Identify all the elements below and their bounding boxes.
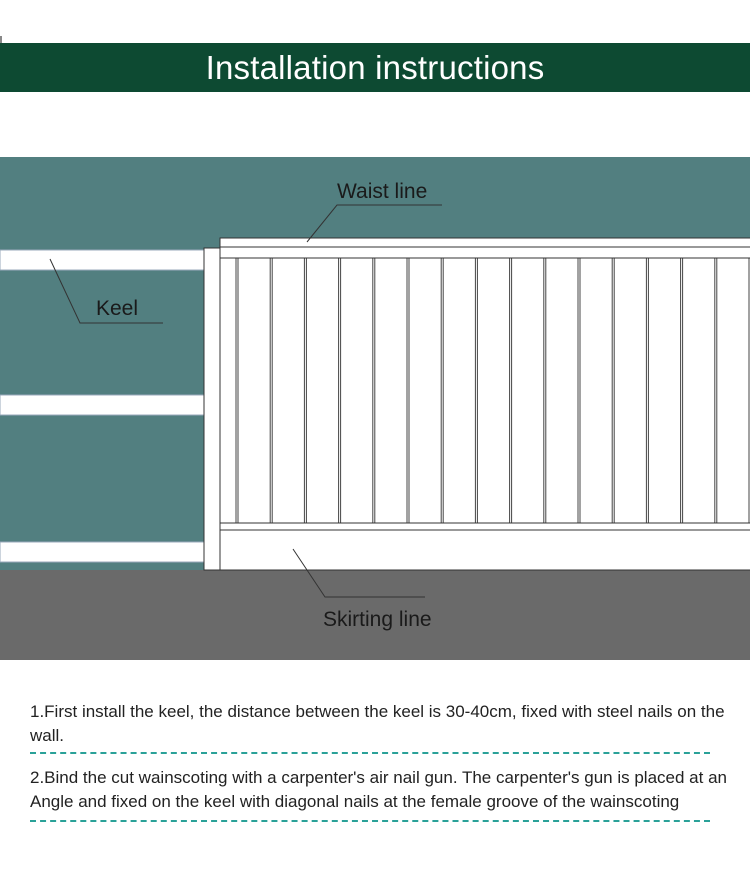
instruction-step: 1.First install the keel, the distance between the keel is 30-40cm, fixed with steel nails on the wall. <box>30 702 725 745</box>
waist-rail <box>220 247 750 258</box>
dashed-divider <box>30 752 710 754</box>
skirting-cap <box>220 523 750 530</box>
skirting-line-label: Skirting line <box>323 608 432 631</box>
slat-area <box>220 257 750 525</box>
skirting-board <box>220 530 750 570</box>
keel-strip <box>0 250 205 270</box>
waist-line-label: Waist line <box>337 180 428 203</box>
keel-strip <box>0 542 205 562</box>
corner-mark <box>0 36 2 43</box>
wainscoting-panel <box>204 238 750 570</box>
header-banner <box>0 43 750 92</box>
edge-board <box>204 248 220 570</box>
instruction-step: 2.Bind the cut wainscoting with a carpenter's air nail gun. The carpenter's gun is placed at an Angle and fixed on the keel with diagonal nails at the female groove of the wainscoting <box>30 768 727 811</box>
keel-strip <box>0 395 205 415</box>
diagram-svg <box>0 157 750 660</box>
wainscoting-diagram <box>0 157 750 660</box>
dashed-divider <box>30 820 710 822</box>
page-title: Installation instructions <box>205 48 545 86</box>
waist-cap <box>220 238 750 247</box>
keel-label: Keel <box>96 297 139 320</box>
instructions <box>30 700 730 822</box>
